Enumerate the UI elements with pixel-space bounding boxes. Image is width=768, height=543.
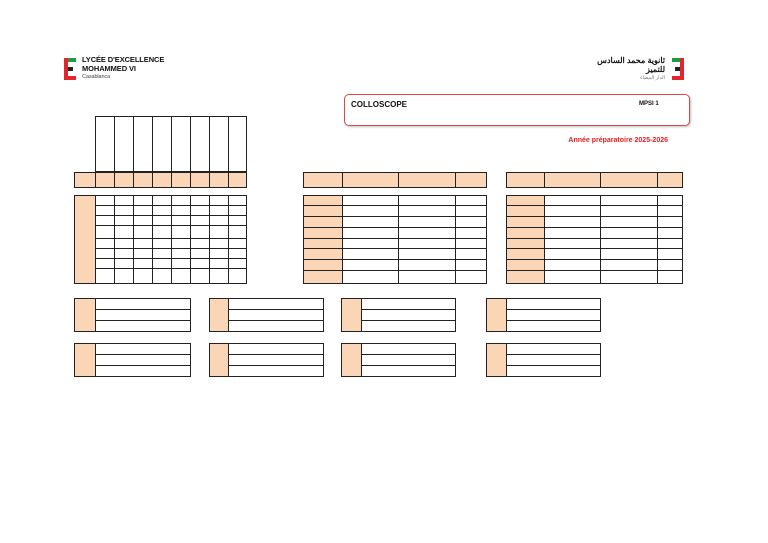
left-table-row-label xyxy=(74,195,96,284)
middle-table-header-row xyxy=(303,172,487,188)
class-label: MPSI 1 xyxy=(639,101,659,107)
academic-year: Année préparatoire 2025-2026 xyxy=(568,137,668,144)
school-logo-left xyxy=(64,58,76,80)
title-box xyxy=(344,94,690,126)
school-name-right-line2: للتميز xyxy=(646,65,665,74)
school-name-left xyxy=(82,56,164,82)
school-city-right: الدار البيضاء xyxy=(640,75,665,81)
school-name-right xyxy=(585,56,665,83)
left-table-header-row xyxy=(74,172,247,188)
page-title: COLLOSCOPE xyxy=(351,100,408,109)
school-name-left-line2: MOHAMMED VI xyxy=(82,63,136,73)
school-name-right-line1: ثانوية محمد السادس xyxy=(597,56,665,65)
school-city-left: Casablanca xyxy=(82,74,111,80)
school-name-left-line1: LYCÉE D'EXCELLENCE xyxy=(82,55,165,64)
school-logo-right xyxy=(672,58,684,80)
